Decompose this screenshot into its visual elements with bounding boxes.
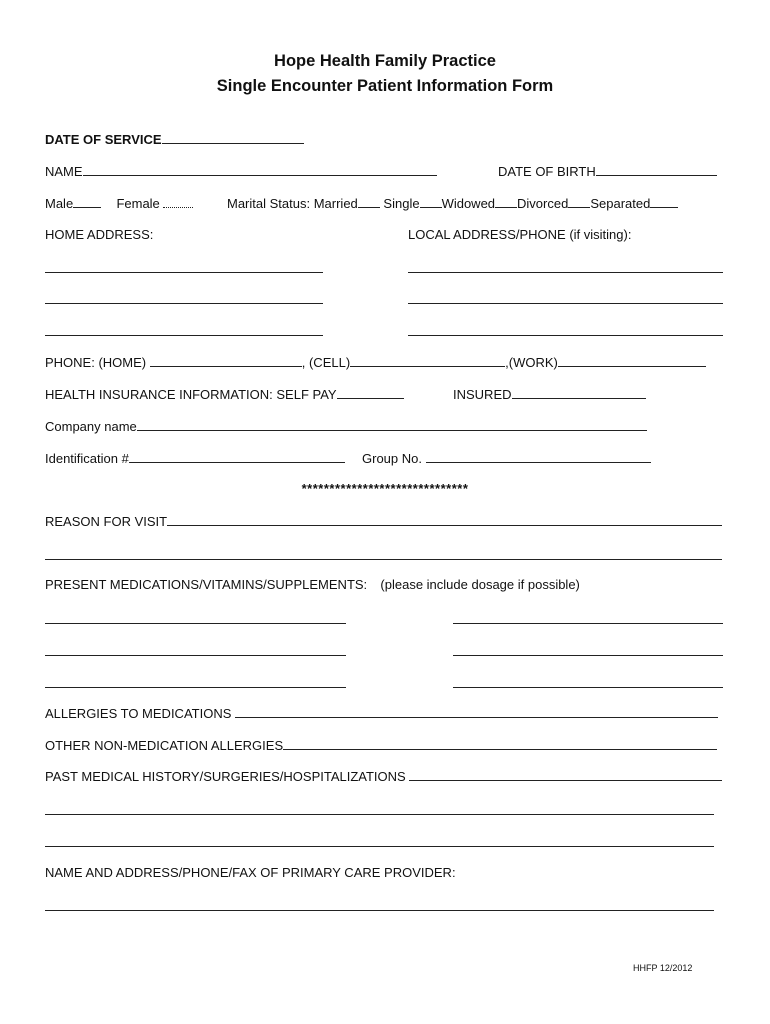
allergies-other-field[interactable] bbox=[283, 737, 717, 750]
date-of-service-label: DATE OF SERVICE bbox=[45, 132, 162, 147]
single-label: Single bbox=[383, 196, 420, 211]
reason-row bbox=[45, 513, 722, 530]
local-address-line-3[interactable] bbox=[408, 335, 723, 336]
female-label: Female bbox=[116, 196, 160, 211]
divorced-field[interactable] bbox=[568, 195, 590, 208]
phone-cell-label: , (CELL) bbox=[301, 355, 351, 370]
male-field[interactable] bbox=[73, 195, 101, 208]
insurance-row bbox=[45, 386, 404, 403]
allergies-meds-row bbox=[45, 705, 718, 722]
reason-field[interactable] bbox=[167, 513, 722, 526]
identification-label: Identification # bbox=[45, 451, 129, 466]
dob-field[interactable] bbox=[596, 163, 717, 176]
home-address-line-3[interactable] bbox=[45, 335, 323, 336]
separated-field[interactable] bbox=[650, 195, 678, 208]
dob-label: DATE OF BIRTH bbox=[498, 164, 596, 179]
medications-line-1a[interactable] bbox=[45, 623, 346, 624]
reason-label: REASON FOR VISIT bbox=[45, 514, 168, 529]
phone-home-label: PHONE: (HOME) bbox=[45, 355, 147, 370]
identification-field[interactable] bbox=[129, 450, 345, 463]
separated-label: Separated bbox=[590, 196, 651, 211]
form-code: HHFP 12/2012 bbox=[633, 963, 693, 973]
date-of-service-row bbox=[45, 131, 304, 148]
single-field[interactable] bbox=[420, 195, 442, 208]
date-of-service-field[interactable] bbox=[162, 131, 304, 144]
company-name-label: Company name bbox=[45, 419, 137, 434]
medications-line-1b[interactable] bbox=[453, 623, 723, 624]
form-title: Hope Health Family Practice bbox=[274, 52, 496, 70]
phone-work-field[interactable] bbox=[558, 354, 706, 367]
male-label: Male bbox=[45, 196, 74, 211]
primary-care-label: NAME AND ADDRESS/PHONE/FAX OF PRIMARY CARE PROVIDER: bbox=[45, 865, 456, 880]
reason-line-2[interactable] bbox=[45, 559, 722, 560]
local-address-line-1[interactable] bbox=[408, 272, 723, 273]
group-row bbox=[362, 450, 651, 467]
form-subtitle: Single Encounter Patient Information Form bbox=[216, 77, 554, 95]
widowed-label: Widowed bbox=[441, 196, 496, 211]
divorced-label: Divorced bbox=[517, 196, 569, 211]
medications-row bbox=[45, 577, 580, 593]
insurance-label: HEALTH INSURANCE INFORMATION: bbox=[45, 387, 273, 402]
company-name-field[interactable] bbox=[137, 418, 647, 431]
married-label: Married bbox=[313, 196, 358, 211]
female-field[interactable] bbox=[163, 195, 193, 208]
home-address-line-2[interactable] bbox=[45, 303, 323, 304]
medications-label: PRESENT MEDICATIONS/VITAMINS/SUPPLEMENTS: bbox=[45, 577, 368, 592]
group-no-label: Group No. bbox=[362, 451, 422, 466]
identification-row bbox=[45, 450, 345, 467]
name-field[interactable] bbox=[83, 163, 437, 176]
name-row bbox=[45, 163, 437, 180]
allergies-meds-label: ALLERGIES TO MEDICATIONS bbox=[45, 706, 232, 721]
dob-row bbox=[498, 163, 717, 180]
company-row bbox=[45, 418, 647, 435]
phone-home-field[interactable] bbox=[150, 354, 302, 367]
past-history-field[interactable] bbox=[409, 768, 722, 781]
home-address-label: HOME ADDRESS: bbox=[45, 227, 154, 242]
insured-label: INSURED bbox=[453, 387, 512, 402]
insured-field[interactable] bbox=[512, 386, 646, 399]
allergies-other-row bbox=[45, 737, 717, 754]
allergies-other-label: OTHER NON-MEDICATION ALLERGIES bbox=[45, 738, 284, 753]
past-history-line-2[interactable] bbox=[45, 814, 714, 815]
allergies-meds-field[interactable] bbox=[235, 705, 718, 718]
phone-work-label: ,(WORK) bbox=[505, 355, 558, 370]
medications-line-2a[interactable] bbox=[45, 655, 346, 656]
self-pay-field[interactable] bbox=[337, 386, 404, 399]
medications-line-3a[interactable] bbox=[45, 687, 346, 688]
insured-row bbox=[453, 386, 646, 403]
past-history-label: PAST MEDICAL HISTORY/SURGERIES/HOSPITALIZATIONS bbox=[45, 769, 406, 784]
past-history-row bbox=[45, 768, 722, 785]
past-history-line-3[interactable] bbox=[45, 846, 714, 847]
self-pay-label: SELF PAY bbox=[276, 387, 337, 402]
phone-row bbox=[45, 354, 706, 371]
group-no-field[interactable] bbox=[426, 450, 651, 463]
married-field[interactable] bbox=[358, 195, 380, 208]
name-label: NAME bbox=[45, 164, 83, 179]
phone-cell-field[interactable] bbox=[350, 354, 505, 367]
local-address-label: LOCAL ADDRESS/PHONE (if visiting): bbox=[408, 227, 632, 242]
primary-care-line[interactable] bbox=[45, 910, 714, 911]
section-separator: ****************************** bbox=[301, 481, 469, 496]
medications-line-3b[interactable] bbox=[453, 687, 723, 688]
local-address-line-2[interactable] bbox=[408, 303, 723, 304]
sex-row bbox=[45, 195, 193, 212]
widowed-field[interactable] bbox=[495, 195, 517, 208]
home-address-line-1[interactable] bbox=[45, 272, 323, 273]
medications-note: (please include dosage if possible) bbox=[380, 577, 580, 592]
medications-line-2b[interactable] bbox=[453, 655, 723, 656]
marital-row bbox=[227, 195, 678, 212]
marital-status-label: Marital Status: bbox=[227, 196, 311, 211]
